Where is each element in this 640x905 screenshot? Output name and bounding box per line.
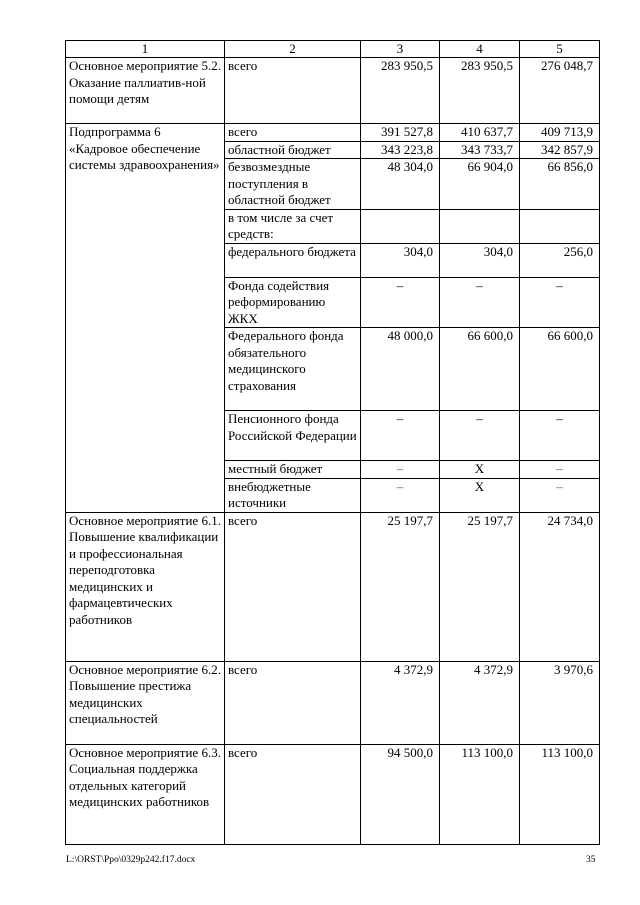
value-cell: 113 100,0 [440, 744, 520, 844]
value-cell: 283 950,5 [440, 58, 520, 124]
value-cell: – [440, 411, 520, 461]
header-row [66, 41, 600, 58]
page-number: 35 [586, 855, 596, 865]
activity-name: Основное мероприятие 6.1. Повышение квалификации и профессиональная переподготовка медицинских и фармацевтических работников [66, 512, 225, 661]
column-header: 1 [66, 41, 225, 58]
value-cell: 113 100,0 [520, 744, 600, 844]
value-cell: 276 048,7 [520, 58, 600, 124]
funding-source: всего [225, 744, 361, 844]
value-cell: 4 372,9 [361, 661, 440, 744]
funding-source: областной бюджет [225, 141, 361, 159]
value-cell [440, 209, 520, 243]
column-header: 2 [225, 41, 361, 58]
funding-source: местный бюджет [225, 461, 361, 479]
value-cell: – [520, 277, 600, 328]
value-cell: 66 600,0 [440, 328, 520, 411]
funding-source: всего [225, 58, 361, 124]
value-cell [520, 209, 600, 243]
value-cell: Х [440, 461, 520, 479]
value-cell: 391 527,8 [361, 124, 440, 142]
value-cell: – [440, 277, 520, 328]
value-cell: 343 733,7 [440, 141, 520, 159]
activity-name: Основное мероприятие 6.2. Повышение престижа медицинских специальностей [66, 661, 225, 744]
value-cell: 48 304,0 [361, 159, 440, 210]
value-cell: Х [440, 478, 520, 512]
value-cell: 4 372,9 [440, 661, 520, 744]
value-cell: 3 970,6 [520, 661, 600, 744]
value-cell: 66 600,0 [520, 328, 600, 411]
value-cell: 304,0 [440, 243, 520, 277]
value-cell: 66 904,0 [440, 159, 520, 210]
value-cell: 304,0 [361, 243, 440, 277]
value-cell: 24 734,0 [520, 512, 600, 661]
value-cell: – [361, 277, 440, 328]
funding-source: всего [225, 512, 361, 661]
table-row [66, 661, 600, 744]
table-row [66, 744, 600, 844]
value-cell: – [520, 478, 600, 512]
value-cell: – [361, 478, 440, 512]
value-cell: 343 223,8 [361, 141, 440, 159]
value-cell: 25 197,7 [440, 512, 520, 661]
activity-name: Основное мероприятие 5.2. Оказание паллиатив-ной помощи детям [66, 58, 225, 124]
value-cell: 342 857,9 [520, 141, 600, 159]
column-header: 4 [440, 41, 520, 58]
value-cell: 66 856,0 [520, 159, 600, 210]
table-row [66, 512, 600, 661]
funding-source: в том числе за счет средств: [225, 209, 361, 243]
funding-source: всего [225, 124, 361, 142]
value-cell: – [520, 461, 600, 479]
value-cell: – [520, 411, 600, 461]
activity-name: Основное мероприятие 6.3. Социальная поддержка отдельных категорий медицинских работников [66, 744, 225, 844]
value-cell: 409 713,9 [520, 124, 600, 142]
value-cell: 48 000,0 [361, 328, 440, 411]
value-cell: 410 637,7 [440, 124, 520, 142]
value-cell: – [361, 411, 440, 461]
funding-source: Федерального фонда обязательного медицинского страхования [225, 328, 361, 411]
funding-source: безвозмездные поступления в областной бюджет [225, 159, 361, 210]
value-cell [361, 209, 440, 243]
funding-source: Пенсионного фонда Российской Федерации [225, 411, 361, 461]
table-row [66, 58, 600, 124]
funding-source: федерального бюджета [225, 243, 361, 277]
budget-table [65, 40, 600, 845]
value-cell: 283 950,5 [361, 58, 440, 124]
value-cell: 25 197,7 [361, 512, 440, 661]
column-header: 3 [361, 41, 440, 58]
file-path: L:\ORST\Ppo\0329p242.f17.docx [66, 855, 196, 865]
activity-name: Подпрограмма 6 «Кадровое обеспечение системы здравоохранения» [66, 124, 225, 513]
value-cell: 94 500,0 [361, 744, 440, 844]
column-header: 5 [520, 41, 600, 58]
value-cell: – [361, 461, 440, 479]
value-cell: 256,0 [520, 243, 600, 277]
funding-source: внебюджетные источники [225, 478, 361, 512]
funding-source: всего [225, 661, 361, 744]
funding-source: Фонда содействия реформированию ЖКХ [225, 277, 361, 328]
table-row [66, 124, 600, 142]
